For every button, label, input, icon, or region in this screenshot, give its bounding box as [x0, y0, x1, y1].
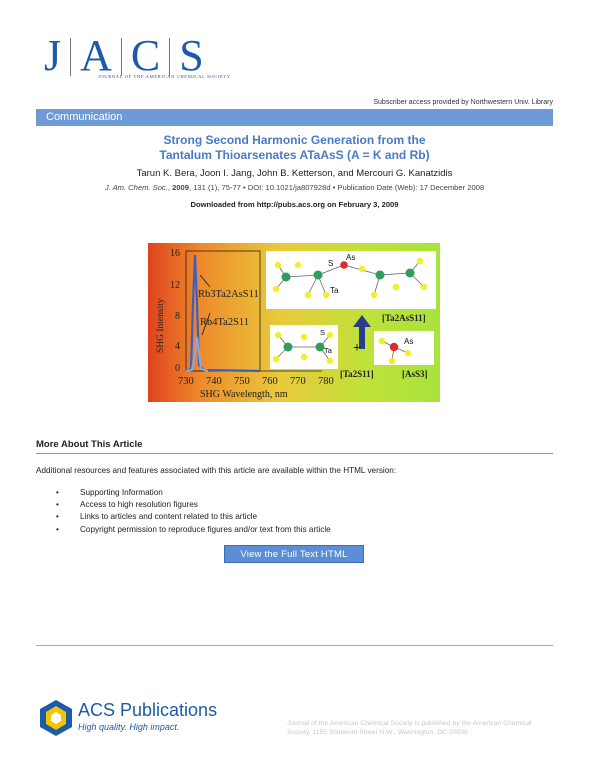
y-tick-8: 8	[175, 311, 180, 322]
article-type-bar	[36, 109, 553, 126]
s-atom	[275, 262, 281, 268]
s-atom	[295, 262, 301, 268]
subscriber-access-note: Subscriber access provided by Northwestern Univ. Library	[373, 99, 553, 106]
jacs-logo	[44, 31, 231, 86]
article-title-line-2: Tantalum Thioarsenates ATaAsS (A = K and Rb)	[159, 148, 430, 162]
article-title-line-1: Strong Second Harmonic Generation from the	[163, 133, 426, 147]
y-tick-4: 4	[175, 341, 180, 352]
atom-label-as: As	[346, 253, 356, 262]
atom-label-ta: Ta	[324, 346, 332, 355]
ta-atom	[406, 269, 415, 278]
list-item: • Links to articles and content related to this article	[56, 512, 258, 522]
as-atom	[340, 261, 348, 269]
jacs-letter-j: J	[44, 31, 62, 80]
s-atom	[379, 338, 385, 344]
y-axis-label: SHG Intensity	[156, 298, 166, 353]
acs-hexagon-icon	[36, 698, 76, 738]
x-tick-730: 730	[178, 376, 194, 387]
series-arrow-1	[200, 275, 210, 287]
struct-label-ta2s11: [Ta2S11]	[340, 369, 374, 379]
shg-curve-rb3ta2ass11	[186, 255, 260, 371]
download-note: Downloaded from http://pubs.acs.org on February 3, 2009	[190, 200, 399, 209]
s-atom	[273, 356, 279, 362]
x-tick-760: 760	[262, 376, 278, 387]
s-atom	[405, 350, 411, 356]
s-atom	[389, 358, 395, 364]
jacs-letter-c: C	[130, 31, 161, 80]
struct-label-ta2ass11: [Ta2AsS11]	[382, 313, 426, 323]
feature-list	[56, 487, 331, 536]
list-item: • Copyright permission to reproduce figures and/or text from this article	[56, 524, 331, 534]
section-divider	[36, 453, 553, 454]
atom-label-ta: Ta	[330, 286, 339, 295]
s-atom	[275, 332, 281, 338]
y-tick-0: 0	[175, 363, 180, 374]
series-label-rb4ta2s11: Rb4Ta2S11	[200, 317, 250, 328]
s-atom	[273, 286, 279, 292]
atom-label-as: As	[404, 337, 414, 346]
as-atom	[390, 343, 398, 351]
list-item: • Access to high resolution figures	[56, 500, 198, 510]
acs-publications-logo	[36, 698, 236, 738]
struct-label-ass3: [AsS3]	[402, 369, 428, 379]
jacs-letter-a: A	[80, 31, 112, 80]
s-atom	[371, 292, 377, 298]
x-tick-770: 770	[290, 376, 306, 387]
x-tick-750: 750	[234, 376, 250, 387]
publisher-tagline: High quality. High impact.	[78, 722, 180, 732]
publisher-name: ACS Publications	[78, 700, 218, 720]
atom-label-s: S	[328, 259, 334, 268]
list-item: • Supporting Information	[56, 488, 163, 497]
footer-divider	[36, 645, 553, 646]
atom-label-s: S	[320, 328, 326, 337]
s-atom	[417, 258, 423, 264]
s-atom	[327, 332, 333, 338]
x-axis-label: SHG Wavelength, nm	[200, 389, 288, 400]
toc-graphic-svg	[148, 243, 440, 402]
s-atom	[359, 266, 365, 272]
publisher-note: Journal of the American Chemical Society is published by the American Chemical Society. 1155 Sixteenth Street N.W., Washington, DC 20036	[287, 720, 532, 736]
s-atom	[305, 292, 311, 298]
ta-atom	[282, 273, 291, 282]
x-tick-740: 740	[206, 376, 222, 387]
s-atom	[327, 358, 333, 364]
article-authors: Tarun K. Bera, Joon I. Jang, John B. Ketterson, and Mercouri G. Kanatzidis	[136, 168, 453, 179]
jacs-letter-s: S	[179, 31, 204, 80]
more-about-heading: More About This Article	[36, 439, 143, 450]
x-tick-780: 780	[318, 376, 334, 387]
plus-sign: +	[353, 341, 361, 356]
y-tick-12: 12	[170, 280, 180, 291]
citation-journal: J. Am. Chem. Soc.	[104, 183, 168, 192]
view-full-text-button[interactable]: View the Full Text HTML	[224, 545, 364, 563]
ta-atom	[314, 271, 323, 280]
journal-full-name: JOURNAL OF THE AMERICAN CHEMICAL SOCIETY	[98, 74, 231, 79]
series-label-rb3ta2ass11: Rb3Ta2AsS11	[198, 289, 259, 300]
citation-year: 2009	[172, 183, 189, 192]
article-type-label: Communication	[46, 111, 123, 123]
ta-atom	[376, 271, 385, 280]
s-atom	[301, 354, 307, 360]
toc-graphic	[148, 243, 440, 402]
s-atom	[421, 284, 427, 290]
y-tick-16: 16	[170, 248, 180, 259]
article-citation: J. Am. Chem. Soc., 2009, 131 (1), 75-77 • DOI: 10.1021/ja807928d • Publication Date (Web): 17 December 2008	[104, 183, 485, 192]
ta-atom	[284, 343, 293, 352]
more-about-intro: Additional resources and features associated with this article are available within the HTML version:	[36, 466, 397, 475]
shg-curve-rb4ta2s11	[186, 337, 208, 371]
s-atom	[323, 292, 329, 298]
s-atom	[393, 284, 399, 290]
citation-details: , 131 (1), 75-77 • DOI: 10.1021/ja807928d • Publication Date (Web): 17 December 2008	[188, 183, 485, 192]
s-atom	[301, 334, 307, 340]
